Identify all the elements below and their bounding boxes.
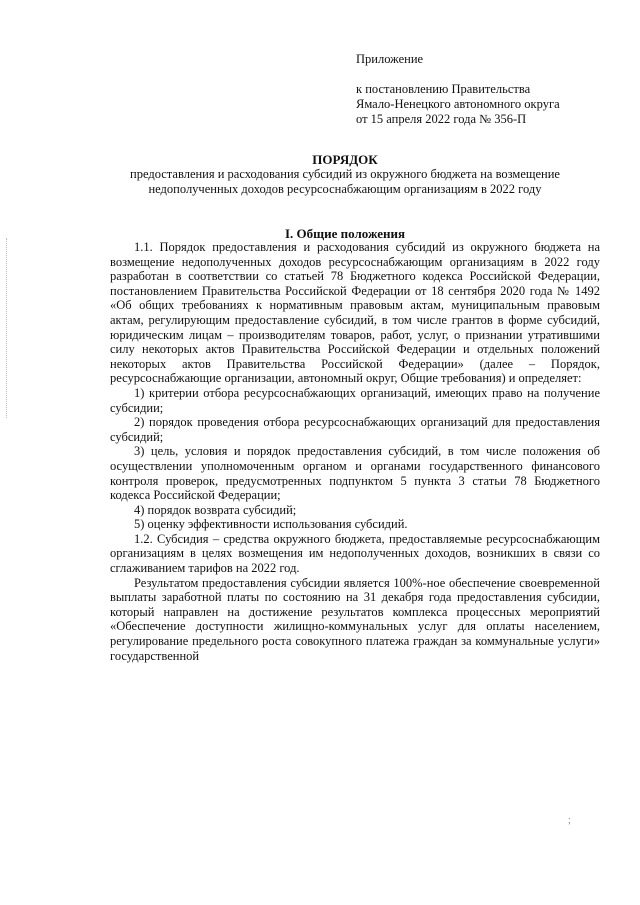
paragraph: 5) оценку эффективности использования субсидий. — [134, 517, 408, 532]
document-title-block — [90, 152, 600, 197]
document-subtitle: предоставления и расходования субсидий из окружного бюджета на возмещение недополученных доходов ресурсоснабжающим организациям в 2022 году — [130, 167, 560, 196]
paragraph: 3) цель, условия и порядок предоставления субсидий, в том числе положения об осуществлении уполномоченным органом и органами государственного финансового контроля проверок, предусмотренных подпунктом 5 пункта 3 статьи 78 Бюджетного кодекса Российской Федерации; — [110, 444, 600, 503]
appendix-line: от 15 апреля 2022 года № 356-П — [356, 112, 527, 126]
paragraph: 1.1. Порядок предоставления и расходования субсидий из окружного бюджета на возмещение недополученных доходов ресурсоснабжающим организациям в 2022 году разработан в соответствии со статьей 78 Бюджетного кодекса Российской Федерации, постановлением Правительства Российской Федерации от 18 сентября 2020 года № 1492 «Об общих требованиях к нормативным правовым актам, муниципальным правовым актам, регулирующим предоставление субсидий, в том числе грантов в форме субсидий, юридическим лицам – производителям товаров, работ, услуг, о признании утратившими силу некоторых актов Правительства Российской Федерации и отдельных положений некоторых актов Правительства Российской Федерации» (далее – Порядок, ресурсоснабжающие организации, автономный округ, Общие требования) и определяет: — [110, 240, 600, 386]
appendix-line: Ямало-Ненецкого автономного округа — [356, 97, 560, 111]
scan-mark: ; — [568, 815, 571, 826]
paragraph: 4) порядок возврата субсидий; — [134, 502, 297, 517]
paragraph: Результатом предоставления субсидии является 100%-ное обеспечение своевременной выплаты заработной платы по состоянию на 31 декабря года предоставления субсидии, который направлен на достижение результатов комплекса процессных мероприятий «Обеспечение доступности жилищно-коммунальных услуг для оплаты населением, регулирование предельного роста совокупного платежа граждан за коммунальные услуги» государственной — [110, 575, 600, 663]
paragraph: 1) критерии отбора ресурсоснабжающих организаций, имеющих право на получение субсидии; — [110, 385, 600, 415]
margin-scan-marks — [6, 238, 9, 418]
document-heading: ПОРЯДОК — [312, 152, 378, 167]
section-heading: I. Общие положения — [285, 226, 405, 241]
appendix-label: Приложение — [356, 52, 424, 66]
paragraph: 1.2. Субсидия – средства окружного бюджета, предоставляемые ресурсоснабжающим организациям в целях возмещения им недополученных доходов, возникших в связи со сглаживанием тарифов на 2022 год. — [110, 531, 600, 576]
appendix-block — [356, 52, 626, 127]
appendix-line: к постановлению Правительства — [356, 82, 531, 96]
paragraph: 2) порядок проведения отбора ресурсоснабжающих организаций для предоставления субсидий; — [110, 415, 600, 444]
document-body — [110, 240, 600, 663]
